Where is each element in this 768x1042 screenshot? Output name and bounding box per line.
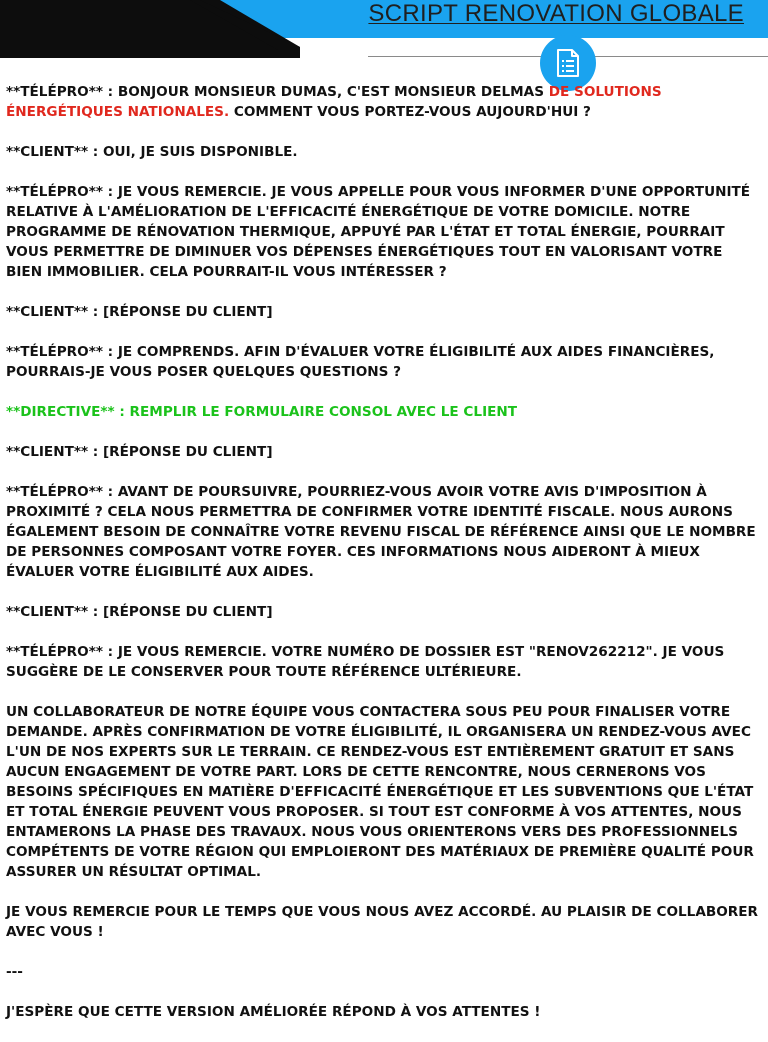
directive-line: **DIRECTIVE** : REMPLIR LE FORMULAIRE CONSOL AVEC LE CLIENT (6, 404, 518, 420)
telepro-greeting-end: COMMENT VOUS PORTEZ-VOUS AUJOURD'HUI ? (229, 104, 591, 120)
document-title: SCRIPT RENOVATION GLOBALE (368, 0, 744, 27)
separator: --- (6, 964, 23, 980)
final-note: J'ESPÈRE QUE CETTE VERSION AMÉLIORÉE RÉPOND À VOS ATTENTES ! (6, 1004, 541, 1020)
script-paragraph: UN COLLABORATEUR DE NOTRE ÉQUIPE VOUS CONTACTERA SOUS PEU POUR FINALISER VOTRE DEMANDE. APRÈS CONFIRMATION DE VOTRE ÉLIGIBILITÉ, IL ORGANISERA UN RENDEZ-VOUS AVEC L'UN DE NOS EXPERTS SUR LE TERRAIN. CE RENDEZ-VOUS EST ENTIÈREMENT GRATUIT ET SANS AUCUN ENGAGEMENT DE VOTRE PART. LORS DE CETTE RENCONTRE, NOUS CERNERONS VOS BESOINS SPÉCIFIQUES EN MATIÈRE D'EFFICACITÉ ÉNERGÉTIQUE ET LES SUBVENTIONS QUE L'ÉTAT ET TOTAL ÉNERGIE PEUVENT VOUS PROPOSER. SI TOUT EST CONFORME À VOS ATTENTES, NOUS ENTAMERONS LA PHASE DES TRAVAUX. NOUS VOUS ORIENTERONS VERS DES PROFESSIONNELS COMPÉTENTS DE VOTRE RÉGION QUI EMPLOIERONT DES MATÉRIAUX DE PREMIÈRE QUALITÉ POUR ASSURER UN RÉSULTAT OPTIMAL. (6, 704, 754, 880)
client-line: **CLIENT** : [RÉPONSE DU CLIENT] (6, 304, 273, 320)
telepro-line: **TÉLÉPRO** : JE VOUS REMERCIE. VOTRE NUMÉRO DE DOSSIER EST "RENOV262212". JE VOUS SUGGÈRE DE LE CONSERVER POUR TOUTE RÉFÉRENCE ULTÉRIEURE. (6, 644, 725, 680)
page-header (0, 0, 768, 90)
telepro-line: **TÉLÉPRO** : AVANT DE POURSUIVRE, POURRIEZ-VOUS AVOIR VOTRE AVIS D'IMPOSITION À PROXIMITÉ ? CELA NOUS PERMETTRA DE CONFIRMER VOTRE IDENTITÉ FISCALE. NOUS AURONS ÉGALEMENT BESOIN DE CONNAÎTRE VOTRE REVENU FISCAL DE RÉFÉRENCE AINSI QUE LE NOMBRE DE PERSONNES COMPOSANT VOTRE FOYER. CES INFORMATIONS NOUS AIDERONT À MIEUX ÉVALUER VOTRE ÉLIGIBILITÉ AUX AIDES. (6, 484, 756, 580)
company-name: DE SOLUTIONS ÉNERGÉTIQUES NATIONALES. (6, 84, 662, 120)
closing-line: JE VOUS REMERCIE POUR LE TEMPS QUE VOUS NOUS AVEZ ACCORDÉ. AU PLAISIR DE COLLABORER AVEC VOUS ! (6, 904, 758, 940)
client-line: **CLIENT** : [RÉPONSE DU CLIENT] (6, 604, 273, 620)
telepro-line: **TÉLÉPRO** : JE VOUS REMERCIE. JE VOUS APPELLE POUR VOUS INFORMER D'UNE OPPORTUNITÉ RELATIVE À L'AMÉLIORATION DE L'EFFICACITÉ ÉNERGÉTIQUE DE VOTRE DOMICILE. NOTRE PROGRAMME DE RÉNOVATION THERMIQUE, APPUYÉ PAR L'ÉTAT ET TOTAL ÉNERGIE, POURRAIT VOUS PERMETTRE DE DIMINUER VOS DÉPENSES ÉNERGÉTIQUES TOUT EN VALORISANT VOTRE BIEN IMMOBILIER. CELA POURRAIT-IL VOUS INTÉRESSER ? (6, 184, 751, 280)
script-body (6, 82, 762, 1042)
telepro-line: **TÉLÉPRO** : JE COMPRENDS. AFIN D'ÉVALUER VOTRE ÉLIGIBILITÉ AUX AIDES FINANCIÈRES, POURRAIS-JE VOUS POSER QUELQUES QUESTIONS ? (6, 344, 715, 380)
script-paragraph (6, 82, 762, 122)
telepro-greeting: **TÉLÉPRO** : BONJOUR MONSIEUR DUMAS, C'EST MONSIEUR DELMAS (6, 84, 549, 100)
client-line: **CLIENT** : [RÉPONSE DU CLIENT] (6, 444, 273, 460)
client-line: **CLIENT** : OUI, JE SUIS DISPONIBLE. (6, 144, 298, 160)
